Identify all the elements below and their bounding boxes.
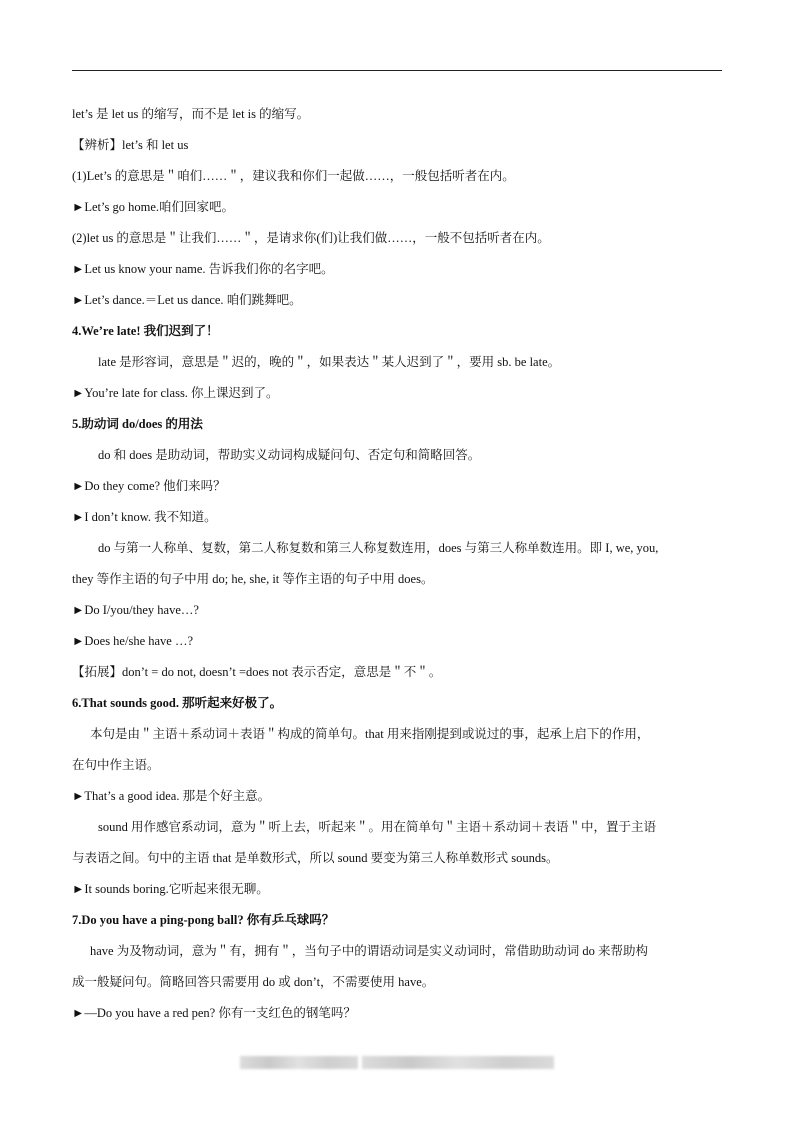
text-line: do 与第一人称单、复数，第二人称复数和第三人称复数连用，does 与第三人称单数连用。即 I, we, you,	[98, 541, 659, 555]
blurred-footer-watermark	[240, 1056, 358, 1069]
example-line: ►That’s a good idea. 那是个好主意。	[72, 789, 271, 803]
example-line: ►Let us know your name. 告诉我们你的名字吧。	[72, 262, 334, 276]
text-line: late 是形容词，意思是＂迟的，晚的＂，如果表达＂某人迟到了＂，要用 sb. be late。	[98, 355, 561, 369]
text-line: (1)Let’s 的意思是＂咱们……＂，建议我和你们一起做……，一般包括听者在内。	[72, 169, 515, 183]
text-line: have 为及物动词，意为＂有，拥有＂，当句子中的谓语动词是实义动词时，常借助助动词 do 来帮助构	[90, 944, 648, 958]
section-heading: 7.Do you have a ping-pong ball? 你有乒乓球吗？	[72, 913, 335, 927]
section-heading: 6.That sounds good. 那听起来好极了。	[72, 696, 283, 710]
text-line: they 等作主语的句子中用 do; he, she, it 等作主语的句子中用 does。	[72, 572, 434, 586]
text-line: sound 用作感官系动词，意为＂听上去，听起来＂。用在简单句＂主语＋系动词＋表语＂中，置于主语	[98, 820, 656, 834]
header-rule	[72, 70, 722, 71]
text-line: 成一般疑问句。简略回答只需要用 do 或 don’t，不需要使用 have。	[72, 975, 435, 989]
document-body	[72, 99, 724, 1029]
text-line: 【拓展】don’t = do not, doesn’t =does not 表示否定，意思是＂不＂。	[72, 665, 442, 679]
text-line: (2)let us 的意思是＂让我们……＂，是请求你(们)让我们做……，一般不包括听者在内。	[72, 231, 550, 245]
text-line: 本句是由＂主语＋系动词＋表语＂构成的简单句。that 用来指刚提到或说过的事，起承上启下的作用，	[90, 727, 650, 741]
section-heading: 4.We’re late! 我们迟到了！	[72, 324, 219, 338]
example-line: ►Do they come? 他们来吗？	[72, 479, 226, 493]
example-line: ►Does he/she have …?	[72, 634, 194, 648]
text-line: 在句中作主语。	[72, 758, 160, 772]
text-line: let’s 是 let us 的缩写，而不是 let is 的缩写。	[72, 107, 310, 121]
example-line: ►Let’s go home.咱们回家吧。	[72, 200, 235, 214]
text-line: 与表语之间。句中的主语 that 是单数形式，所以 sound 要变为第三人称单数形式 sounds。	[72, 851, 559, 865]
example-line: ►You’re late for class. 你上课迟到了。	[72, 386, 279, 400]
section-heading: 5.助动词 do/does 的用法	[72, 417, 203, 431]
text-line: do 和 does 是助动词，帮助实义动词构成疑问句、否定句和简略回答。	[98, 448, 481, 462]
text-line: 【辨析】let’s 和 let us	[72, 138, 189, 152]
example-line: ►—Do you have a red pen? 你有一支红色的钢笔吗？	[72, 1006, 356, 1020]
example-line: ►Let’s dance.＝Let us dance. 咱们跳舞吧。	[72, 293, 302, 307]
blurred-footer-watermark	[362, 1056, 554, 1069]
example-line: ►I don’t know. 我不知道。	[72, 510, 217, 524]
example-line: ►Do I/you/they have…?	[72, 603, 199, 617]
example-line: ►It sounds boring.它听起来很无聊。	[72, 882, 269, 896]
